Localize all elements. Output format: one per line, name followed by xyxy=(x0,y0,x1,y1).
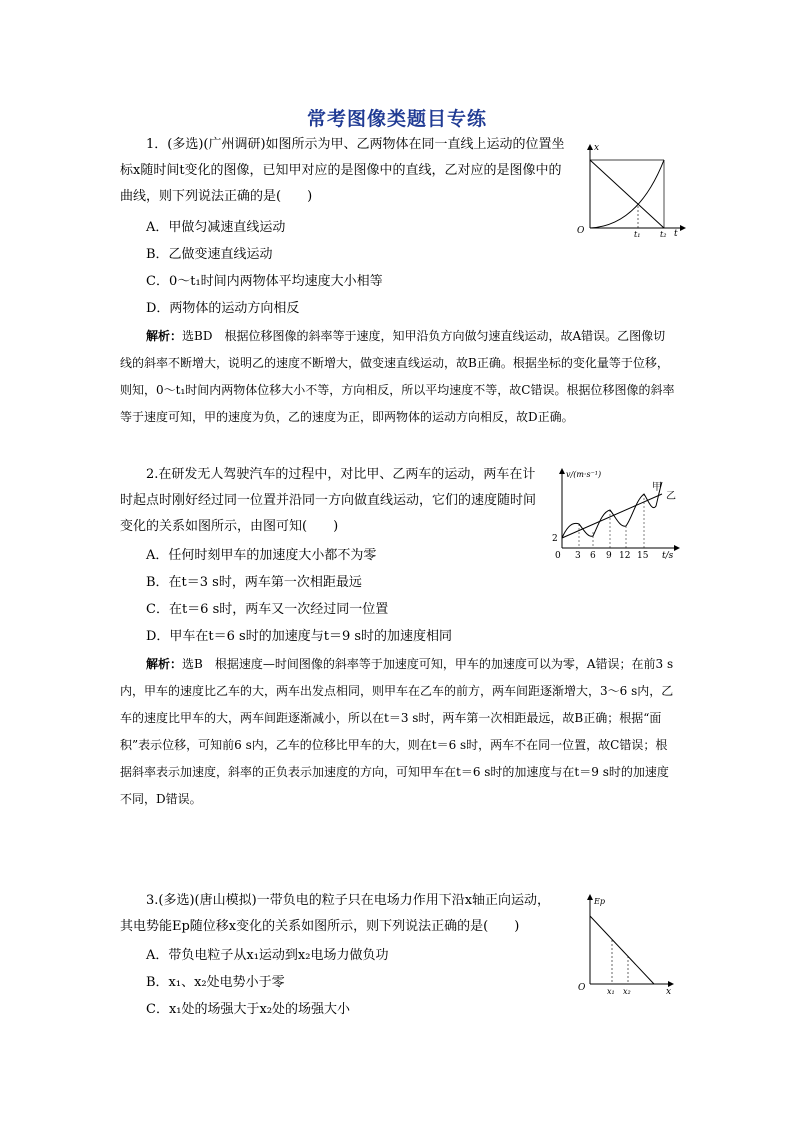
q2-legend-jia: 甲 xyxy=(652,482,662,493)
q3-origin: O xyxy=(578,983,586,993)
q2-x-tick: 0 xyxy=(555,551,561,561)
question-2-stem: 2.在研发无人驾驶汽车的过程中，对比甲、乙两车的运动，两车在计时起点时刚好经过同一位置并沿同一方向做直线运动，它们的速度随时间变化的关系如图所示，由图可知( ) xyxy=(120,467,537,534)
q2-line-yi xyxy=(562,494,662,538)
q3-y-label: Ep xyxy=(594,897,605,906)
question-1-stem: 1．(多选)(广州调研)如图所示为甲、乙两物体在同一直线上运动的位置坐标x随时间t变化的图像，已知甲对应的是图像中的直线，乙对应的是图像中的曲线，则下列说法正确的是( ) xyxy=(120,137,565,204)
q2-solution xyxy=(120,651,675,813)
q2-option-c: C．在t＝6 s时，两车又一次经过同一位置 xyxy=(146,602,389,617)
q2-legend-yi: 乙 xyxy=(666,491,676,502)
question-3-stem: 3.(多选)(唐山模拟)一带负电的粒子只在电场力作用下沿x轴正向运动，其电势能Ep随位移x变化的关系如图所示，则下列说法正确的是( ) xyxy=(120,893,551,934)
q2-x-tick: 3 xyxy=(575,551,581,561)
q1-option-d: D．两物体的运动方向相反 xyxy=(146,301,300,316)
q2-option-a: A．任何时刻甲车的加速度大小都不为零 xyxy=(146,548,377,563)
q1-option-c: C．0～t₁时间内两物体平均速度大小相等 xyxy=(146,274,383,289)
q2-y-label: v/(m·s⁻¹) xyxy=(566,470,602,479)
q1-solution-text: 选BD 根据位移图像的斜率等于速度，知甲沿负方向做匀速直线运动，故A错误。乙图像切线的斜率不断增大，说明乙的速度不断增大，做变速直线运动，故B正确。根据坐标的变化量等于位移，则知，0～t₁时间内两物体位移大小不等，方向相反，所以平均速度不等，故C错误。根据位移图像的斜率等于速度可知，甲的速度为负，乙的速度为正，即两物体的运动方向相反，故D正确。 xyxy=(120,329,675,424)
q2-x-label: t/s xyxy=(662,551,674,561)
q1-origin: O xyxy=(577,226,585,236)
q2-x-tick: 9 xyxy=(606,551,612,561)
q1-t1-label: t₁ xyxy=(634,230,641,239)
q2-x-tick: 6 xyxy=(590,551,596,561)
q1-x-label: t xyxy=(674,229,678,239)
q1-solution xyxy=(120,323,675,431)
q1-t2-label: t₂ xyxy=(660,230,667,239)
q1-line-jia xyxy=(590,160,664,228)
q3-x2-label: x₂ xyxy=(623,987,631,996)
page-title: 常考图像类题目专练 xyxy=(306,108,487,130)
q3-option-a: A．带负电粒子从x₁运动到x₂电场力做负功 xyxy=(146,948,389,963)
q3-option-c: C．x₁处的场强大于x₂处的场强大小 xyxy=(146,1002,351,1017)
q3-ep-line xyxy=(590,916,654,984)
q2-y-tick-2: 2 xyxy=(552,534,558,544)
q1-figure xyxy=(568,140,688,240)
q1-option-b: B．乙做变速直线运动 xyxy=(146,247,273,262)
q3-figure xyxy=(572,890,682,1002)
q1-solution-label: 解析： xyxy=(146,329,183,343)
q2-figure xyxy=(548,466,688,562)
q1-option-a: A．甲做匀减速直线运动 xyxy=(146,220,286,235)
q2-option-d: D．甲车在t＝6 s时的加速度与t＝9 s时的加速度相同 xyxy=(146,629,453,644)
q3-x1-label: x₁ xyxy=(607,987,615,996)
q2-x-tick: 12 xyxy=(619,551,631,561)
q2-x-tick: 15 xyxy=(637,551,649,561)
q2-option-b: B．在t＝3 s时，两车第一次相距最远 xyxy=(146,575,362,590)
q3-x-label: x xyxy=(666,987,672,997)
q2-curve-jia xyxy=(562,482,662,538)
q3-option-b: B．x₁、x₂处电势小于零 xyxy=(146,975,285,990)
q1-y-label: x xyxy=(594,143,600,153)
q2-solution-label: 解析： xyxy=(146,657,183,671)
q2-solution-text: 选B 根据速度—时间图像的斜率等于加速度可知，甲车的加速度可以为零，A错误；在前3 s内，甲车的速度比乙车的大，两车出发点相同，则甲车在乙车的前方，两车间距逐渐增大，3～6 s内，乙车的速度比甲车的大，两车间距逐渐减小，所以在t＝3 s时，两车第一次相距最远，故B正确；根据“面积”表示位移，可知前6 s内，乙车的位移比甲车的大，则在t＝6 s时，两车不在同一位置，故C错误；根据斜率表示加速度，斜率的正负表示加速度的方向，可知甲车在t＝6 s时的加速度与在t＝9 s时的加速度不同，D错误。 xyxy=(120,657,674,806)
